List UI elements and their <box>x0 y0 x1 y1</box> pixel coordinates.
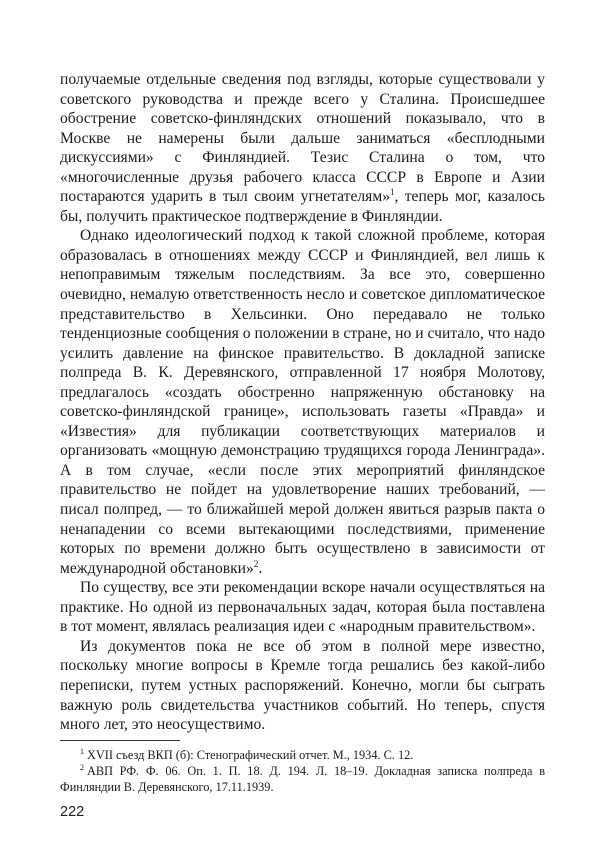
footnote-2-text: АВП РФ. Ф. 06. Оп. 1. П. 18. Д. 194. Л. 18–19. Докладная записка полпреда в Финляндии В. Деревянского, 17.11.1939. <box>60 764 545 794</box>
footnote-1-text: XVII съезд ВКП (б): Стенографический отчет. М., 1934. С. 12. <box>87 748 414 762</box>
paragraph-3 <box>60 578 545 637</box>
paragraph-4 <box>60 637 545 735</box>
page-number: 222 <box>60 804 85 820</box>
footnote-ref-1: 1 <box>390 187 395 198</box>
paragraph-2-text-cont: . <box>258 559 263 577</box>
footnote-1-number: 1 <box>80 746 84 756</box>
footnote-ref-2: 2 <box>253 558 259 569</box>
page-body <box>60 70 545 735</box>
footnote-2-number: 2 <box>80 762 84 772</box>
footnotes <box>60 740 545 795</box>
footnote-1 <box>60 747 545 763</box>
paragraph-4-text: Из документов пока не все об этом в полной мере известно, поскольку многие вопросы в Кремле тогда решались без какой-либо переписки, путем устных распоряжений. Конечно, могли бы сыграть важную роль свидетельства участников событий. Но теперь, спустя много лет, это неосуществимо. <box>60 637 545 734</box>
paragraph-2-text: Однако идеологический подход к такой сложной проблеме, которая образовалась в отношениях между СССР и Финляндией, вел лишь к непоправимым тяжелым последствиям. За все это, совершенно очевидно, немалую ответственность несло и советское дипломатическое представительство в Хельсинки. Оно передавало не только тенденциозные сообщения о положении в стране, но и считало, что надо усилить давление на финское правительство. В докладной записке полпреда В. К. Деревянского, отправленной 17 ноября Молотову, предлагалось «создать обостренно напряженную обстановку на советско-финляндской границе», использовать газеты «Правда» и «Известия» для публикации соответствующих материалов и организовать «мощную демонстрацию трудящихся города Ленинграда». А в том случае, «если после этих мероприятий финляндское правительство не пойдет на удовлетворение наших требований, — писал полпред, — то ближайшей мерой должен явиться разрыв пакта о ненападении со всеми вытекающими последствиями, применение которых по времени должно быть осуществлено в зависимости от международной обстановки» <box>60 227 545 577</box>
footnote-divider <box>60 740 180 741</box>
paragraph-2 <box>60 226 545 578</box>
paragraph-1-text-cont: , теперь мог, казалось бы, получить практическое подтверждение в Финляндии. <box>60 188 545 225</box>
paragraph-3-text: По существу, все эти рекомендации вскоре начали осуществляться на практике. Но одной из первоначальных задач, которая была поставлена в тот момент, являлась реализация идеи с «народным правительством». <box>60 579 545 636</box>
main-text <box>60 70 545 735</box>
paragraph-1-text: получаемые отдельные сведения под взгляды, которые существовали у советского руководства и прежде всего у Сталина. Происшедшее обострение советско-финляндских отношений показывало, что в Москве не намерены были дальше заниматься «бесплодными дискуссиями» с Финляндией. Тезис Сталина о том, что «многочисленные друзья рабочего класса СССР в Европе и Азии постараются ударить в тыл своим угнетателям» <box>60 71 545 206</box>
paragraph-1 <box>60 70 545 226</box>
footnote-2 <box>60 763 545 795</box>
